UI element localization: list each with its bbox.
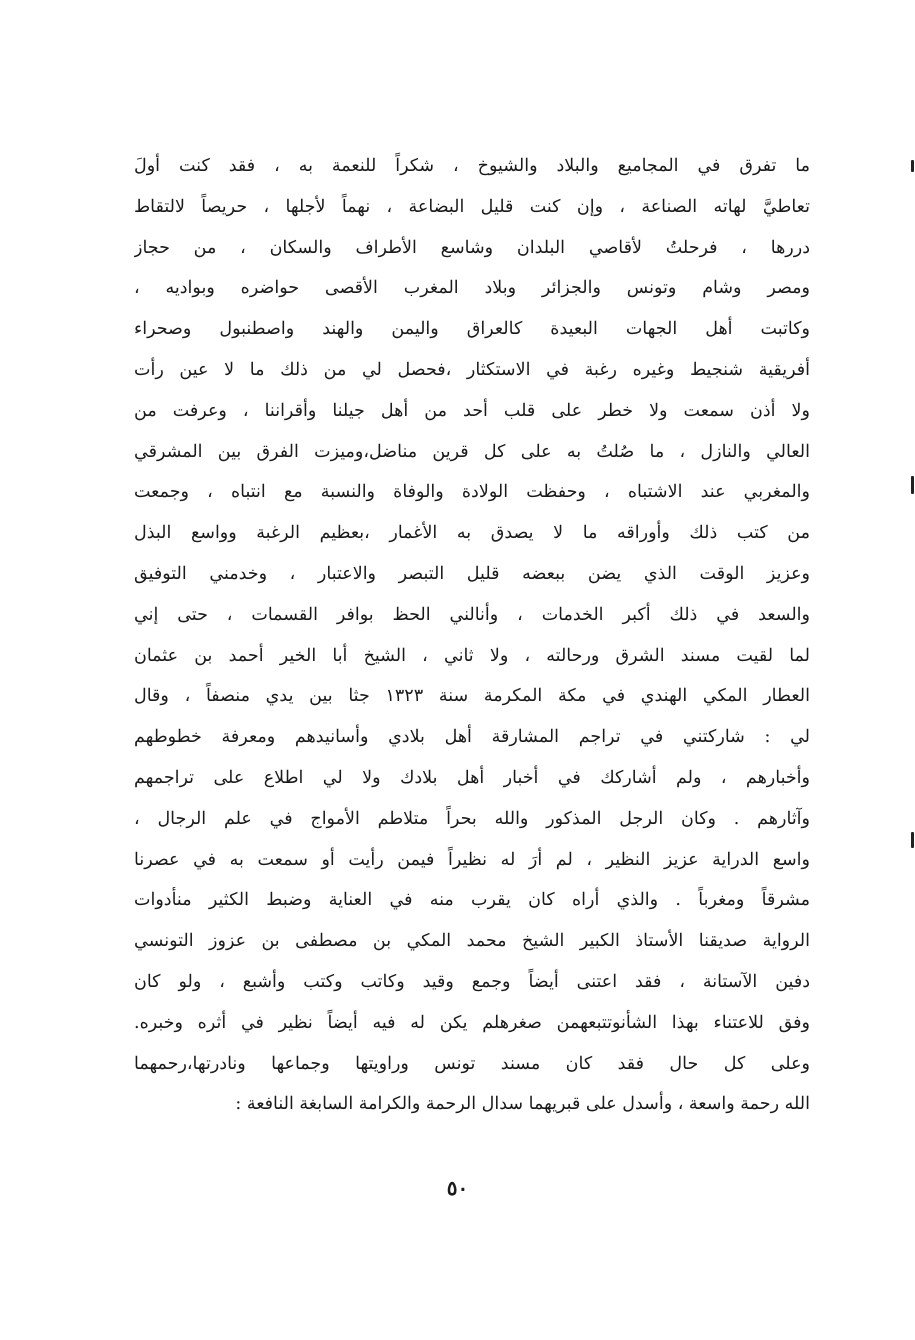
margin-mark <box>911 832 914 848</box>
text-line: وعزيز الوقت الذي يضن ببعضه قليل التبصر والاعتبار ، وخدمني التوفيق <box>134 563 810 584</box>
text-line: دفين الآستانة ، فقد اعتنى أيضاً وجمع وقيد وكاتب وكتب وأشبع ، ولو كان <box>134 971 810 992</box>
text-line: العطار المكي الهندي في مكة المكرمة سنة ١٣٢٣ جثا بين يدي منصفاً ، وقال <box>134 686 810 707</box>
text-line: وفق للاعتناء بهذا الشأنوتتبعهمن صغرهلم يكن له فيه أيضاً نظير في أثره وخبره. <box>134 1012 810 1033</box>
text-line: ما تفرق في المجاميع والبلاد والشيوخ ، شكراً للنعمة به ، فقد كنت أولَ <box>134 156 810 176</box>
text-line: وأخبارهم ، ولم أشاركك في أخبار أهل بلادك ولا لي اطلاع على تراجمهم <box>134 767 810 788</box>
text-line: الله رحمة واسعة ، وأسدل على قبريهما سدال الرحمة والكرامة السابغة النافعة : <box>235 1094 810 1115</box>
text-line: مشرقاً ومغرباً . والذي أراه كان يقرب منه في العناية وضبط الكثير منأدوات <box>134 890 810 911</box>
text-line: والمغربي عند الاشتباه ، وحفظت الولادة والوفاة والنسبة مع انتباه ، وجمعت <box>134 482 810 503</box>
text-line: تعاطيَّ لهاته الصناعة ، وإن كنت قليل البضاعة ، نهماً لأجلها ، حريصاً لالتقاط <box>134 196 810 217</box>
text-line: الرواية صديقنا الأستاذ الكبير الشيخ محمد المكي بن مصطفى بن عزوز التونسي <box>134 931 810 952</box>
text-line: وكاتبت أهل الجهات البعيدة كالعراق واليمن والهند واصطنبول وصحراء <box>134 319 810 340</box>
page-number: ٥٠ <box>446 1176 469 1200</box>
text-line: لما لقيت مسند الشرق ورحالته ، ولا ثاني ، الشيخ أبا الخير أحمد بن عثمان <box>134 645 810 666</box>
text-line: وعلى كل حال فقد كان مسند تونس وراويتها وجماعها ونادرتها،رحمهما <box>134 1053 810 1074</box>
text-line: من كتب ذلك وأوراقه ما لا يصدق به الأغمار ،بعظيم الرغبة وواسع البذل <box>134 523 810 544</box>
text-line: وآثارهم . وكان الرجل المذكور والله بحراً متلاطم الأمواج في علم الرجال ، <box>134 808 810 829</box>
text-line: لي : شاركتني في تراجم المشارقة أهل بلادي وأسانيدهم ومعرفة خطوطهم <box>134 727 810 748</box>
body-text <box>134 146 810 1125</box>
text-line: العالي والنازل ، ما صُلتُ به على كل قرين مناضل،وميزت الفرق بين المشرقي <box>134 441 810 462</box>
text-line: والسعد في ذلك أكبر الخدمات ، وأنالني الحظ بوافر القسمات ، حتى إني <box>134 604 810 625</box>
margin-mark <box>911 476 914 494</box>
text-line: أفريقية شنجيط وغيره رغبة في الاستكثار ،فحصل لي من ذلك ما لا عين رأت <box>134 359 810 380</box>
text-line: دررها ، فرحلتُ لأقاصي البلدان وشاسع الأطراف والسكان ، من حجاز <box>134 237 810 258</box>
text-line: ومصر وشام وتونس والجزائر وبلاد المغرب الأقصى حواضره وبواديه ، <box>134 278 810 299</box>
text-line: واسع الدراية عزيز النظير ، لم أرَ له نظيراً فيمن رأيت أو سمعت به في عصرنا <box>134 849 810 870</box>
text-line: ولا أذن سمعت ولا خطر على قلب أحد من أهل جيلنا وأقراننا ، وعرفت من <box>134 400 810 421</box>
margin-mark <box>911 160 914 172</box>
